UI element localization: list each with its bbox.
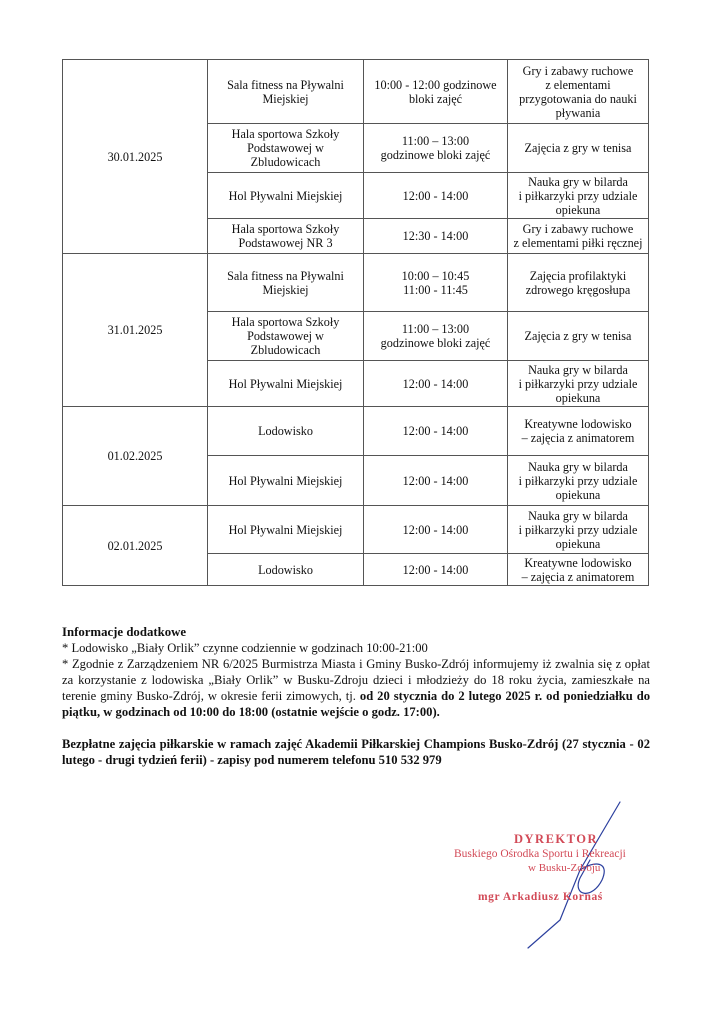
info-fee-exemption bbox=[62, 656, 650, 720]
activity-cell: Kreatywne lodowisko – zajęcia z animatorem bbox=[508, 554, 649, 586]
time-cell: 12:00 - 14:00 bbox=[364, 506, 508, 554]
activity-cell: Zajęcia z gry w tenisa bbox=[508, 124, 649, 173]
time-cell: 12:00 - 14:00 bbox=[364, 361, 508, 407]
stamp-title: DYREKTOR bbox=[514, 832, 599, 846]
time-cell: 12:00 - 14:00 bbox=[364, 407, 508, 456]
place-cell: Hol Pływalni Miejskiej bbox=[208, 456, 364, 506]
place-cell: Lodowisko bbox=[208, 407, 364, 456]
table-row bbox=[63, 407, 649, 456]
time-cell: 11:00 – 13:00 godzinowe bloki zajęć bbox=[364, 312, 508, 361]
activity-cell: Gry i zabawy ruchowe z elementami piłki ręcznej bbox=[508, 219, 649, 254]
table-row bbox=[63, 506, 649, 554]
place-cell: Hala sportowa Szkoły Podstawowej NR 3 bbox=[208, 219, 364, 254]
date-cell: 02.01.2025 bbox=[63, 506, 208, 586]
time-cell: 10:00 – 10:45 11:00 - 11:45 bbox=[364, 254, 508, 312]
stamp-name: mgr Arkadiusz Kornaś bbox=[478, 891, 603, 903]
stamp-city: w Busku-Zdroju bbox=[528, 862, 601, 874]
activity-cell: Zajęcia z gry w tenisa bbox=[508, 312, 649, 361]
activity-cell: Nauka gry w bilarda i piłkarzyki przy udziale opiekuna bbox=[508, 456, 649, 506]
date-cell: 31.01.2025 bbox=[63, 254, 208, 407]
activity-cell: Kreatywne lodowisko – zajęcia z animatorem bbox=[508, 407, 649, 456]
place-cell: Lodowisko bbox=[208, 554, 364, 586]
director-stamp bbox=[448, 832, 678, 912]
place-cell: Hol Pływalni Miejskiej bbox=[208, 361, 364, 407]
activity-cell: Nauka gry w bilarda i piłkarzyki przy udziale opiekuna bbox=[508, 173, 649, 219]
place-cell: Hala sportowa Szkoły Podstawowej w Zbludowicach bbox=[208, 312, 364, 361]
additional-info-section bbox=[62, 624, 650, 768]
time-cell: 10:00 - 12:00 godzinowe bloki zajęć bbox=[364, 60, 508, 124]
info-heading: Informacje dodatkowe bbox=[62, 625, 187, 639]
info-fee-exemption-text: * Zgodnie z Zarządzeniem NR 6/2025 Burmistrza Miasta i Gminy Busko-Zdrój informujemy iż zwalnia się z opłat za korzystanie z lodowiska „Biały Orlik” w Busku-Zdroju dzieci i młodzieży do 18 roku życia, zamieszkałe na terenie gminy Busko-Zdrój, w okresie ferii zimowych, tj. bbox=[62, 657, 650, 703]
place-cell: Hol Pływalni Miejskiej bbox=[208, 506, 364, 554]
table-row bbox=[63, 254, 649, 312]
info-rink-hours: * Lodowisko „Biały Orlik” czynne codziennie w godzinach 10:00-21:00 bbox=[62, 641, 428, 655]
info-fee-exemption-dates: od 20 stycznia do 2 lutego 2025 r. od poniedziałku do piątku, w godzinach od 10:00 do 18:00 (ostatnie wejście o godz. 17:00). bbox=[62, 689, 650, 719]
date-cell: 01.02.2025 bbox=[63, 407, 208, 506]
place-cell: Hala sportowa Szkoły Podstawowej w Zbludowicach bbox=[208, 124, 364, 173]
time-cell: 12:00 - 14:00 bbox=[364, 554, 508, 586]
time-cell: 12:00 - 14:00 bbox=[364, 173, 508, 219]
place-cell: Sala fitness na Pływalni Miejskiej bbox=[208, 254, 364, 312]
info-free-football: Bezpłatne zajęcia piłkarskie w ramach zajęć Akademii Piłkarskiej Champions Busko-Zdrój (27 stycznia - 02 lutego - drugi tydzień ferii) - zapisy pod numerem telefonu 510 532 979 bbox=[62, 737, 650, 767]
activity-cell: Nauka gry w bilarda i piłkarzyki przy udziale opiekuna bbox=[508, 506, 649, 554]
place-cell: Hol Pływalni Miejskiej bbox=[208, 173, 364, 219]
time-cell: 12:00 - 14:00 bbox=[364, 456, 508, 506]
time-cell: 12:30 - 14:00 bbox=[364, 219, 508, 254]
activity-cell: Gry i zabawy ruchowe z elementami przygotowania do nauki pływania bbox=[508, 60, 649, 124]
time-cell: 11:00 – 13:00 godzinowe bloki zajęć bbox=[364, 124, 508, 173]
activity-cell: Zajęcia profilaktyki zdrowego kręgosłupa bbox=[508, 254, 649, 312]
activity-cell: Nauka gry w bilarda i piłkarzyki przy udziale opiekuna bbox=[508, 361, 649, 407]
schedule-table bbox=[62, 59, 649, 586]
date-cell: 30.01.2025 bbox=[63, 60, 208, 254]
table-row bbox=[63, 60, 649, 124]
stamp-organization: Buskiego Ośrodka Sportu i Rekreacji bbox=[454, 848, 626, 860]
place-cell: Sala fitness na Pływalni Miejskiej bbox=[208, 60, 364, 124]
